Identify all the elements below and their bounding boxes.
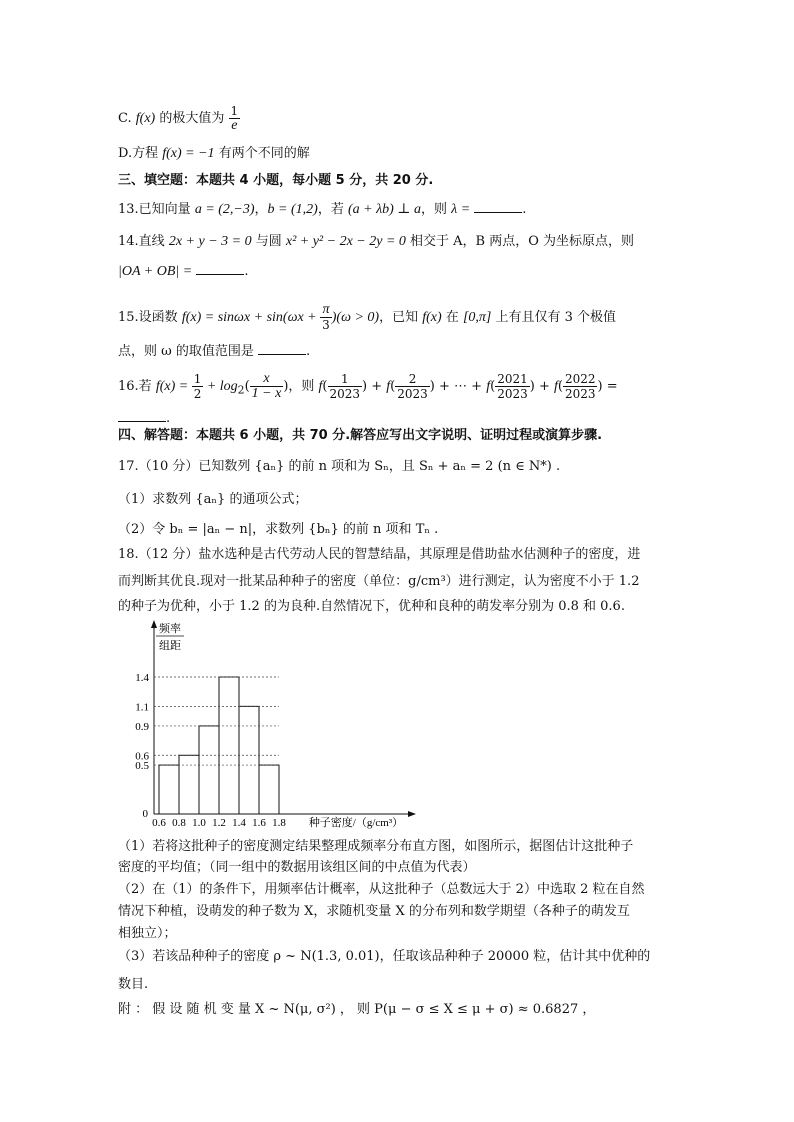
x-axis-label: 种子密度/（g/cm³） — [308, 817, 404, 829]
x-tick-label: 1.6 — [252, 817, 266, 829]
histogram-bar — [259, 765, 279, 814]
y-tick-label: 0.9 — [135, 720, 149, 733]
fraction-pi-over-3: $\frac{\pi}{3}$ — [322, 302, 330, 332]
question-15-line2: 点，则 ω 的取值范围是 . — [118, 344, 311, 359]
question-17-stem: 17.（10 分）已知数列 {aₙ} 的前 n 项和为 Sₙ，且 Sₙ + aₙ = 2 (n ∈ N*) . — [118, 459, 561, 474]
question-18-part1a: （1）若将这批种子的密度测定结果整理成频率分布直方图，如图所示，据图估计这批种子 — [118, 839, 634, 854]
x-tick-label: 1.8 — [272, 817, 286, 829]
y-tick-labels — [135, 672, 279, 772]
origin-label: 0 — [142, 808, 148, 820]
question-17-part1: （1）求数列 {aₙ} 的通项公式； — [118, 492, 308, 507]
x-tick-label: 1.0 — [192, 817, 206, 829]
question-18-line3: 的种子为优种，小于 1.2 的为良种.自然情况下，优种和良种的萌发率分别为 0.8 和 0.6. — [118, 599, 625, 614]
y-tick-label: 0.6 — [135, 750, 149, 763]
histogram-bar — [219, 677, 239, 814]
answer-blank — [118, 409, 166, 422]
histogram-bar — [159, 765, 179, 814]
answer-blank — [258, 342, 306, 355]
y-axis-label-bottom: 组距 — [159, 640, 181, 652]
x-tick-label: 1.2 — [212, 817, 226, 829]
histogram-bar — [199, 726, 219, 814]
histogram-bars — [159, 677, 279, 814]
fraction-half: $\frac{1}{2}$ — [193, 372, 202, 401]
answer-blank — [474, 200, 522, 213]
fraction-term-2022: $\frac{2022}{2023}$ — [564, 372, 596, 401]
question-14: 14.直线 2x + y − 3 = 0 与圆 x² + y² − 2x − 2y = 0 相交于 A，B 两点，O 为坐标原点，则 — [118, 234, 635, 249]
question-18-part1b: 密度的平均值；（同一组中的数据用该组区间的中点值为代表） — [118, 860, 476, 875]
question-16: 16.若 f(x) = $\frac{1}{2}$ + $\log_2$( $\frac{x}{1 - x}$ )，则 f( $\frac{1}{2023}$ ) + f( $\frac{2}{2023}$ ) + ⋯ + f( $\frac{2021}{2023}$ ) + f( $\frac{2022}{2023}$ ) = — [118, 371, 618, 401]
question-18-part2c: 相独立）； — [118, 926, 177, 941]
density-histogram — [118, 618, 418, 830]
x-tick-label: 0.8 — [172, 817, 186, 829]
question-17-part2: （2）令 bₙ = |aₙ − n|，求数列 {bₙ} 的前 n 项和 Tₙ . — [118, 522, 439, 537]
fraction-term-1: $\frac{1}{2023}$ — [329, 372, 361, 401]
question-18-line2: 而判断其优良.现对一批某品种种子的密度（单位：g/cm³）进行测定，认为密度不小于 1.2 — [118, 574, 640, 589]
y-tick-label: 0.5 — [135, 760, 149, 773]
y-tick-label: 1.1 — [135, 701, 149, 714]
y-tick-label: 1.4 — [135, 672, 149, 684]
x-tick-label: 0.6 — [152, 817, 166, 829]
option-c: C. f(x) 的极大值为 $\frac{1}{e}$ — [118, 104, 239, 133]
y-axis-label-top: 频率 — [159, 623, 181, 635]
section3-title: 三、填空题：本题共 4 小题，每小题 5 分，共 20 分. — [118, 173, 434, 188]
question-18-line1: 18.（12 分）盐水选种是古代劳动人民的智慧结晶，其原理是借助盐水估测种子的密度，进 — [118, 547, 641, 562]
answer-blank — [196, 262, 244, 275]
option-d: D.方程 f(x) = −1 有两个不同的解 — [118, 146, 310, 161]
question-13: 13.已知向量 a = (2,−3)，b = (1,2)，若 (a + λb) ⊥ a，则 λ = . — [118, 202, 527, 217]
y-axis-arrow — [151, 620, 157, 628]
fraction-term-2: $\frac{2}{2023}$ — [397, 372, 428, 401]
fraction-x-over-1-minus-x: $\frac{x}{1 - x}$ — [251, 371, 282, 401]
question-15: 15.设函数 f(x) = sinωx + sin(ωx + $\frac{\pi}{3}$ )(ω > 0)，已知 f(x) 在 [0,π] 上有且仅有 3 个极值 — [118, 302, 617, 332]
question-18-part3b: 数目. — [118, 977, 149, 992]
question-18-appendix: 附 ： 假 设 随 机 变 量 X ~ N(μ, σ²) ， 则 P(μ − σ ≤ X ≤ μ + σ) ≈ 0.6827 ， — [118, 1002, 596, 1017]
question-18-part2b: 情况下种植，设萌发的种子数为 X，求随机变量 X 的分布列和数学期望（各种子的萌发互 — [118, 904, 630, 919]
fraction-term-2021: $\frac{2021}{2023}$ — [497, 372, 528, 401]
question-16-line2: . — [118, 409, 170, 428]
fraction-1-over-e: $\frac{1}{e}$ — [230, 104, 239, 133]
x-axis-arrow — [408, 811, 416, 817]
question-14-line2: |OA + OB| = . — [118, 264, 249, 279]
x-tick-labels — [152, 817, 286, 829]
question-18-part3a: （3）若该品种种子的密度 ρ ~ N(1.3, 0.01)，任取该品种种子 20000 粒，估计其中优种的 — [118, 949, 651, 964]
section4-title: 四、解答题：本题共 6 小题，共 70 分.解答应写出文字说明、证明过程或演算步骤. — [118, 428, 603, 443]
x-tick-label: 1.4 — [232, 817, 246, 829]
question-18-part2a: （2）在（1）的条件下，用频率估计概率，从这批种子（总数远大于 2）中选取 2 粒在自然 — [118, 882, 645, 897]
histogram-bar — [179, 755, 199, 814]
histogram-bar — [239, 706, 259, 814]
